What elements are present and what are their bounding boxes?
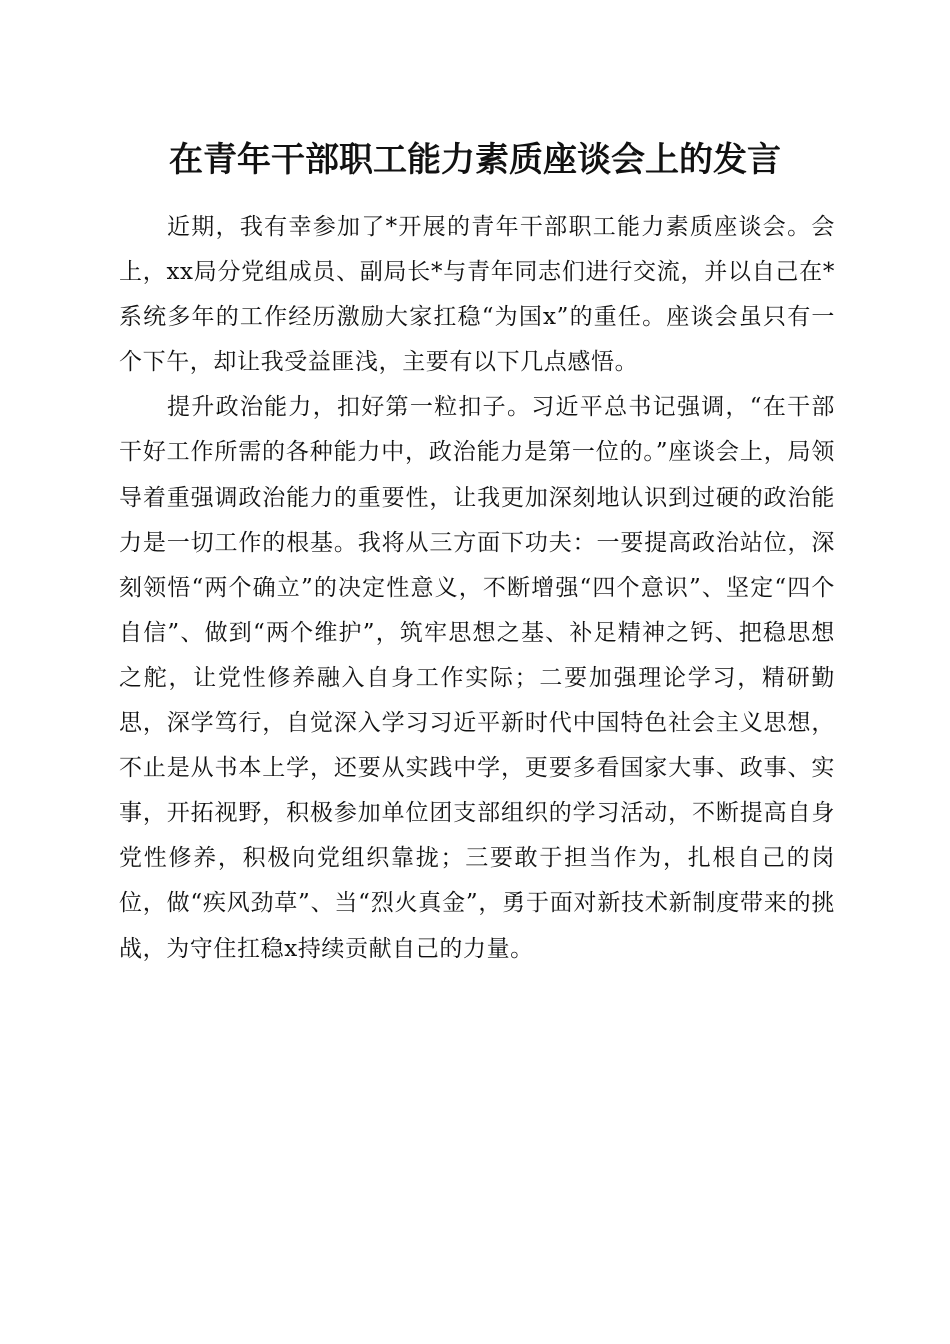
paragraph-political-ability: 提升政治能力，扣好第一粒扣子。习近平总书记强调，“在干部干好工作所需的各种能力中，政治能力是第一位的。”座谈会上，局领导着重强调政治能力的重要性，让我更加深刻地认识到过硬的政治能力是一切工作的根基。我将从三方面下功夫：一要提高政治站位，深刻领悟“两个确立”的决定性意义，不断增强“四个意识”、坚定“四个自信”、做到“两个维护”，筑牢思想之基、补足精神之钙、把稳思想之舵，让党性修养融入自身工作实际；二要加强理论学习，精研勤思，深学笃行，自觉深入学习习近平新时代中国特色社会主义思想，不止是从书本上学，还要从实践中学，更要多看国家大事、政事、实事，开拓视野，积极参加单位团支部组织的学习活动，不断提高自身党性修养，积极向党组织靠拢；三要敢于担当作为，扎根自己的岗位，做“疾风劲草”、当“烈火真金”，勇于面对新技术新制度带来的挑战，为守住扛稳x持续贡献自己的力量。 [119, 394, 835, 962]
paragraph-intro: 近期，我有幸参加了*开展的青年干部职工能力素质座谈会。会上，xx局分党组成员、副局长*与青年同志们进行交流，并以自己在*系统多年的工作经历激励大家扛稳“为国x”的重任。座谈会虽只有一个下午，却让我受益匪浅，主要有以下几点感悟。 [119, 214, 835, 376]
document-title: 在青年干部职工能力素质座谈会上的发言 [169, 140, 781, 180]
document-body [119, 205, 835, 972]
